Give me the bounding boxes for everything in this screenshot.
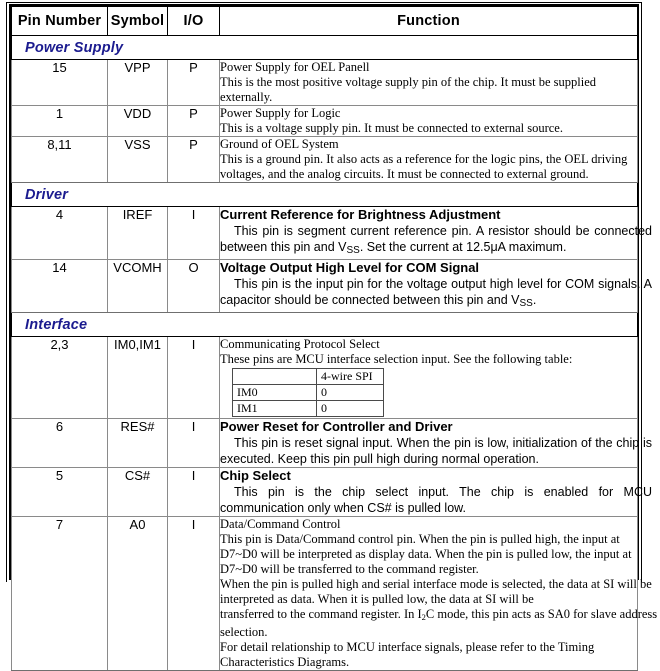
function-paragraph-1: This pin is Data/Command control pin. When the pin is pulled high, the input at D7~D0 will be interpreted as display data. When the pin is pulled low, the input at D7~D0 will be transferred to the command register. (220, 532, 632, 577)
im-table-corner-cell (233, 369, 317, 385)
function-paragraph-2 (220, 577, 660, 607)
function-line-1: Communicating Protocol Select (220, 337, 380, 352)
column-header-symbol: Symbol (108, 7, 168, 36)
table-row (12, 106, 638, 137)
im-table-row (233, 385, 384, 401)
cell-symbol: CS# (108, 468, 168, 517)
interface-mode-table (232, 368, 384, 417)
function-body (220, 223, 652, 259)
cell-pin-number: 2,3 (12, 337, 108, 419)
function-body (220, 276, 652, 312)
im-table-header-4wire-spi: 4-wire SPI (317, 369, 384, 385)
cell-function (220, 468, 652, 517)
cell-io: O (168, 260, 220, 313)
cell-pin-number: 5 (12, 468, 108, 517)
table-row (12, 207, 638, 260)
im-table-label-im0: IM0 (233, 385, 317, 401)
function-body: This pin is reset signal input. When the pin is low, initialization of the chip is executed. Keep this pin pull high during normal operation. (220, 436, 652, 467)
cell-function (220, 137, 638, 183)
cell-symbol: VDD (108, 106, 168, 137)
cell-function (220, 260, 652, 313)
function-body: This is the most positive voltage supply pin of the chip. It must be supplied externally. (220, 75, 597, 104)
table-row (12, 337, 638, 419)
cell-function (220, 419, 652, 468)
im-table-row (233, 401, 384, 417)
cell-function (220, 337, 638, 419)
function-body-post: . (532, 293, 537, 308)
table-row (12, 260, 638, 313)
im-table-header-row (233, 369, 384, 385)
cell-symbol: RES# (108, 419, 168, 468)
cell-function (220, 60, 638, 106)
table-header-row (12, 7, 638, 36)
cell-io: I (168, 517, 220, 671)
paragraph-2-post: C mode, this pin acts as SA0 for slave address selection. (220, 607, 658, 640)
function-body-pre: This pin is the input pin for the voltage output high level for COM signals. A capacitor should be connected between this pin and V (220, 277, 652, 308)
section-header-interface (12, 313, 638, 337)
column-header-io: I/O (168, 7, 220, 36)
section-header-cell (12, 36, 638, 60)
cell-pin-number: 1 (12, 106, 108, 137)
function-body: This pin is the chip select input. The chip is enabled for MCU communication only when CS# is pulled low. (220, 485, 652, 516)
im-table-label-im1: IM1 (233, 401, 317, 417)
function-body: This is a ground pin. It also acts as a reference for the logic pins, the OEL driving voltages, and the analog circuits. It must be connected to external ground. (220, 152, 628, 181)
column-header-pin-number: Pin Number (12, 7, 108, 36)
function-paragraph-2-cont (220, 607, 660, 640)
section-label-driver: Driver (25, 186, 69, 203)
table-row (12, 468, 638, 517)
function-title: Power Reset for Controller and Driver (220, 419, 453, 435)
cell-symbol: VSS (108, 137, 168, 183)
cell-pin-number: 15 (12, 60, 108, 106)
im-table-value-im0: 0 (317, 385, 384, 401)
cell-symbol: VPP (108, 60, 168, 106)
table-row (12, 419, 638, 468)
subscript-ss: SS (346, 245, 360, 257)
section-header-power-supply (12, 36, 638, 60)
table-row (12, 517, 638, 671)
section-header-cell (12, 183, 638, 207)
paragraph-2-post-pre: transferred to the command register. In I (220, 607, 422, 622)
cell-symbol: VCOMH (108, 260, 168, 313)
cell-io: I (168, 419, 220, 468)
function-body: This is a voltage supply pin. It must be connected to external source. (220, 121, 563, 135)
cell-pin-number: 6 (12, 419, 108, 468)
cell-io: P (168, 60, 220, 106)
pin-description-table (11, 6, 658, 671)
subscript-ss: SS (519, 298, 533, 310)
section-header-cell (12, 313, 638, 337)
cell-pin-number: 14 (12, 260, 108, 313)
section-header-driver (12, 183, 638, 207)
cell-pin-number: 8,11 (12, 137, 108, 183)
cell-io: P (168, 137, 220, 183)
table-row (12, 60, 638, 106)
cell-io: I (168, 207, 220, 260)
cell-pin-number: 4 (12, 207, 108, 260)
function-body-pre: This pin is segment current reference pin. A resistor should be connected between this pin and V (220, 224, 652, 254)
function-body-post: . Set the current at 12.5μA maximum. (359, 240, 567, 254)
function-title: Chip Select (220, 468, 291, 484)
section-label-power-supply: Power Supply (25, 39, 124, 56)
function-title: Power Supply for OEL Panell (220, 60, 370, 74)
cell-symbol: IM0,IM1 (108, 337, 168, 419)
cell-symbol: A0 (108, 517, 168, 671)
cell-pin-number: 7 (12, 517, 108, 671)
paragraph-2-pre: When the pin is pulled high and serial interface mode is selected, the data at SI will be interpreted as data. When it is pulled low, the data at SI will be (220, 577, 652, 607)
cell-io: I (168, 468, 220, 517)
section-label-interface: Interface (25, 316, 88, 333)
cell-function (220, 106, 638, 137)
function-title: Power Supply for Logic (220, 106, 341, 120)
cell-symbol: IREF (108, 207, 168, 260)
im-table-value-im1: 0 (317, 401, 384, 417)
cell-function (220, 517, 658, 671)
function-title: Current Reference for Brightness Adjustment (220, 207, 501, 222)
function-title: Voltage Output High Level for COM Signal (220, 260, 480, 276)
table-row (12, 137, 638, 183)
subscript-i2c: 2 (421, 612, 426, 623)
function-line-1: Data/Command Control (220, 517, 341, 532)
function-paragraph-3: For detail relationship to MCU interface signals, please refer to the Timing Characteristics Diagrams. (220, 640, 595, 670)
cell-function (220, 207, 652, 260)
column-header-function: Function (220, 7, 638, 36)
cell-io: P (168, 106, 220, 137)
function-title: Ground of OEL System (220, 137, 339, 151)
function-line-2: These pins are MCU interface selection input. See the following table: (220, 352, 573, 367)
cell-io: I (168, 337, 220, 419)
